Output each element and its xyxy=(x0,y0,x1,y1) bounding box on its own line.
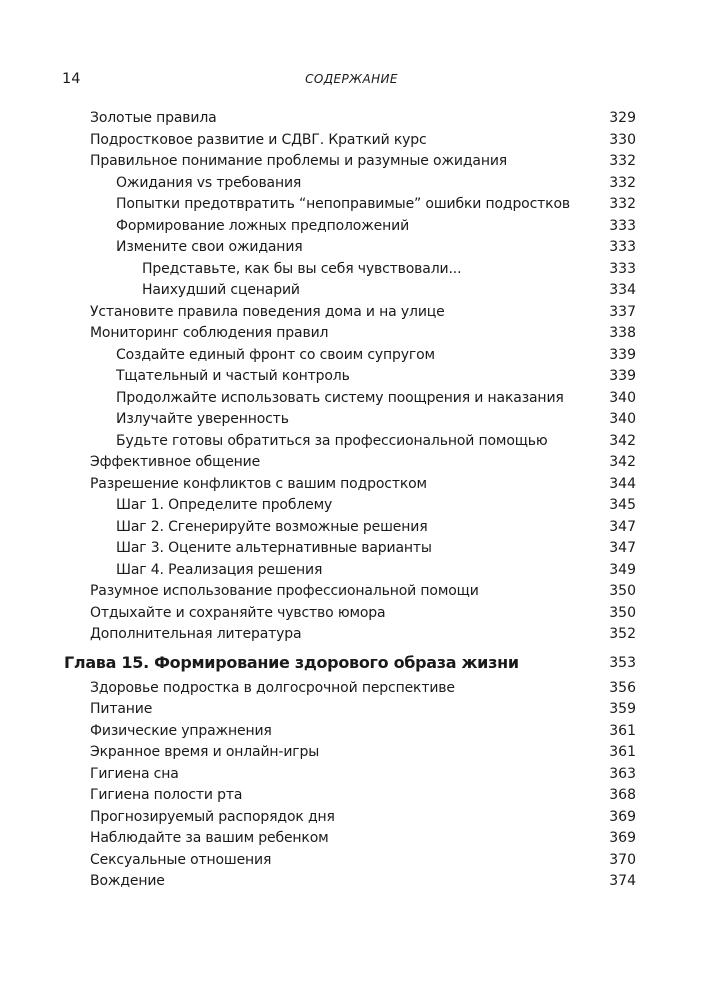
toc-entry xyxy=(0,538,703,560)
toc-entry xyxy=(0,345,703,367)
toc-entry-page: 333 xyxy=(609,260,636,277)
toc-entry xyxy=(0,151,703,173)
toc-entry-page: 347 xyxy=(609,518,636,535)
toc-entry-title: Шаг 4. Реализация решения xyxy=(116,561,323,578)
toc-entry-title: Глава 15. Формирование здорового образа жизни xyxy=(64,652,519,672)
toc-entry xyxy=(0,452,703,474)
toc-entry-page: 352 xyxy=(609,626,636,642)
toc-entry-title: Шаг 2. Сгенерируйте возможные решения xyxy=(116,518,428,535)
toc-entry-page: 350 xyxy=(609,583,636,599)
toc-entry-title: Представьте, как бы вы себя чувствовали... xyxy=(142,260,462,277)
toc-entry-title: Экранное время и онлайн-игры xyxy=(90,744,320,760)
toc-entry-page: 344 xyxy=(609,475,636,492)
toc-chapter xyxy=(0,652,703,674)
toc-entry-page: 338 xyxy=(609,325,636,341)
toc-entry-title: Дополнительная литература xyxy=(90,626,302,642)
toc-entry-title: Сексуальные отношения xyxy=(90,851,272,868)
toc-entry xyxy=(0,517,703,539)
toc-entry-page: 339 xyxy=(609,346,636,363)
toc-entry-title: Будьте готовы обратиться за профессиональной помощью xyxy=(116,432,548,449)
toc-entry-page: 363 xyxy=(609,765,636,782)
toc-entry xyxy=(0,560,703,582)
toc-entry-title: Наихудший сценарий xyxy=(142,282,300,298)
page-number: 14 xyxy=(62,71,81,87)
toc-entry xyxy=(0,742,703,764)
toc-entry xyxy=(0,828,703,850)
toc-entry xyxy=(0,474,703,496)
toc-entry xyxy=(0,259,703,281)
page-header xyxy=(0,70,703,90)
toc-entry-title: Излучайте уверенность xyxy=(116,411,289,427)
toc-entry-title: Разумное использование профессиональной помощи xyxy=(90,583,479,599)
toc-entry-title: Питание xyxy=(90,701,153,717)
toc-entry-page: 329 xyxy=(609,110,636,126)
toc-entry-page: 361 xyxy=(609,722,636,739)
toc-entry-page: 333 xyxy=(609,239,636,255)
toc-entry-title: Ожидания vs требования xyxy=(116,174,302,191)
toc-entry-page: 369 xyxy=(609,808,636,825)
toc-entry xyxy=(0,130,703,152)
toc-entry-page: 350 xyxy=(609,604,636,621)
toc-entry xyxy=(0,624,703,646)
toc-entry xyxy=(0,721,703,743)
toc-entry xyxy=(0,409,703,431)
toc-entry-page: 374 xyxy=(609,873,636,889)
toc-entry-title: Подростковое развитие и СДВГ. Краткий курс xyxy=(90,131,427,148)
toc-entry-title: Измените свои ожидания xyxy=(116,239,303,255)
toc-entry xyxy=(0,495,703,517)
toc-entry-title: Мониторинг соблюдения правил xyxy=(90,325,329,341)
toc-entry xyxy=(0,323,703,345)
toc-entry xyxy=(0,302,703,324)
toc-entry-title: Шаг 3. Оцените альтернативные варианты xyxy=(116,540,432,556)
toc-entry-page: 333 xyxy=(609,217,636,234)
toc-entry-page: 332 xyxy=(609,174,636,191)
toc-entry-page: 342 xyxy=(609,432,636,449)
running-title: СОДЕРЖАНИЕ xyxy=(305,72,398,86)
toc-entry xyxy=(0,785,703,807)
toc-entry-title: Прогнозируемый распорядок дня xyxy=(90,808,335,825)
toc-entry-title: Создайте единый фронт со своим супругом xyxy=(116,346,435,363)
toc-entry xyxy=(0,388,703,410)
toc-entry xyxy=(0,699,703,721)
toc-entry xyxy=(0,581,703,603)
toc-entry-title: Эффективное общение xyxy=(90,454,261,470)
toc-entry-title: Правильное понимание проблемы и разумные ожидания xyxy=(90,153,508,169)
toc-entry-title: Наблюдайте за вашим ребенком xyxy=(90,830,329,846)
toc-entry-page: 370 xyxy=(609,851,636,868)
toc-entry xyxy=(0,216,703,238)
toc-entry-title: Вождение xyxy=(90,873,165,889)
toc-entry-page: 361 xyxy=(609,744,636,760)
toc-entry xyxy=(0,173,703,195)
toc-entry-title: Продолжайте использовать систему поощрения и наказания xyxy=(116,389,564,406)
toc-entry-page: 349 xyxy=(609,561,636,578)
toc-entry-title: Золотые правила xyxy=(90,110,217,126)
toc-entry xyxy=(0,603,703,625)
toc-entry-page: 332 xyxy=(609,153,636,169)
toc-entry-page: 345 xyxy=(609,497,636,513)
toc-entry xyxy=(0,237,703,259)
toc-entry-title: Шаг 1. Определите проблему xyxy=(116,497,333,513)
toc-entry-page: 339 xyxy=(609,368,636,384)
toc-entry xyxy=(0,280,703,302)
toc-entry xyxy=(0,194,703,216)
toc-entry xyxy=(0,807,703,829)
toc-entry-page: 330 xyxy=(609,131,636,148)
toc-entry-title: Тщательный и частый контроль xyxy=(116,368,350,384)
toc-entry-page: 340 xyxy=(609,389,636,406)
toc-entry-title: Формирование ложных предположений xyxy=(116,217,410,234)
toc-entry-title: Физические упражнения xyxy=(90,722,272,739)
toc-entry-page: 332 xyxy=(609,196,636,212)
toc-entry-title: Здоровье подростка в долгосрочной перспективе xyxy=(90,679,455,696)
toc-entry xyxy=(0,108,703,130)
toc-entry-title: Разрешение конфликтов с вашим подростком xyxy=(90,475,427,492)
toc-entry-page: 347 xyxy=(609,540,636,556)
toc-entry-title: Установите правила поведения дома и на улице xyxy=(90,303,445,320)
toc-entry-page: 340 xyxy=(609,411,636,427)
toc-entry xyxy=(0,871,703,893)
toc-entry-page: 369 xyxy=(609,830,636,846)
toc-entry-page: 356 xyxy=(609,679,636,696)
toc-entry-page: 368 xyxy=(609,787,636,803)
toc-entry-page: 353 xyxy=(609,654,636,671)
toc-entry xyxy=(0,431,703,453)
toc-entry xyxy=(0,678,703,700)
toc-entry-page: 337 xyxy=(609,303,636,320)
toc-entry xyxy=(0,764,703,786)
toc-entry-page: 342 xyxy=(609,454,636,470)
toc-entry-title: Попытки предотвратить “непоправимые” ошибки подростков xyxy=(116,196,570,212)
table-of-contents xyxy=(0,108,703,893)
toc-entry-title: Гигиена сна xyxy=(90,765,179,782)
toc-entry-page: 334 xyxy=(609,282,636,298)
toc-entry-title: Отдыхайте и сохраняйте чувство юмора xyxy=(90,604,386,621)
toc-entry xyxy=(0,850,703,872)
toc-entry xyxy=(0,366,703,388)
toc-entry-title: Гигиена полости рта xyxy=(90,787,243,803)
toc-entry-page: 359 xyxy=(609,701,636,717)
